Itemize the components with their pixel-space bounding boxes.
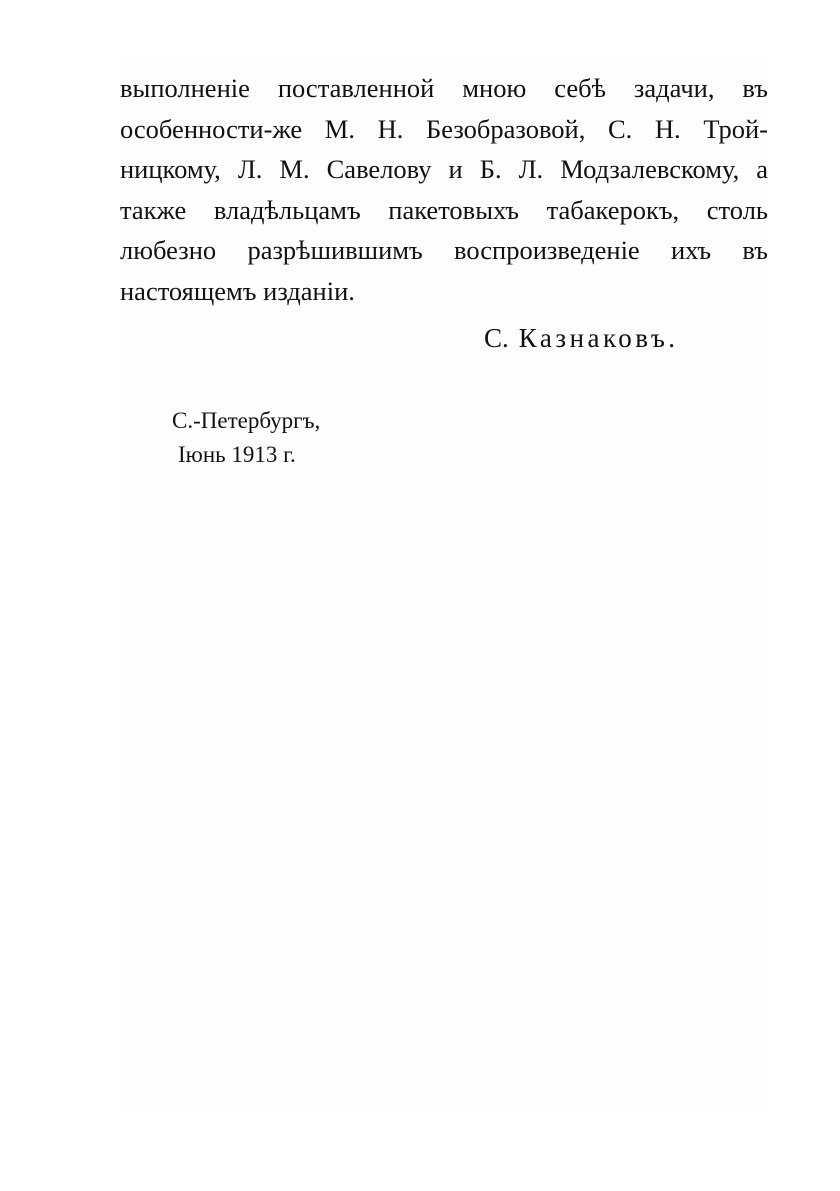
date-line: Іюнь 1913 г. — [178, 442, 296, 467]
paragraph-line: ницкому, Л. М. Савелову и Б. Л. Модзалевскому, а — [120, 154, 768, 184]
paragraph-line: особенности-же М. Н. Безобразовой, С. Н. Трой- — [120, 113, 768, 144]
paragraph-line: выполненіе поставленной мною себѣ задачи, въ — [120, 73, 768, 103]
body-paragraph — [120, 68, 768, 311]
signature-surname: Казнаковъ. — [518, 323, 679, 353]
signature-initial: С. — [484, 323, 509, 353]
place-line: С.-Петербургъ, — [172, 408, 321, 433]
place-and-date — [172, 404, 320, 472]
paragraph-line: настоящемъ изданіи. — [120, 275, 355, 306]
author-signature — [484, 318, 708, 358]
paragraph-line: любезно разрѣшившимъ воспроизведеніе ихъ въ — [120, 235, 768, 265]
paragraph-line: также владѣльцамъ пакетовыхъ табакерокъ, столь — [120, 194, 768, 225]
